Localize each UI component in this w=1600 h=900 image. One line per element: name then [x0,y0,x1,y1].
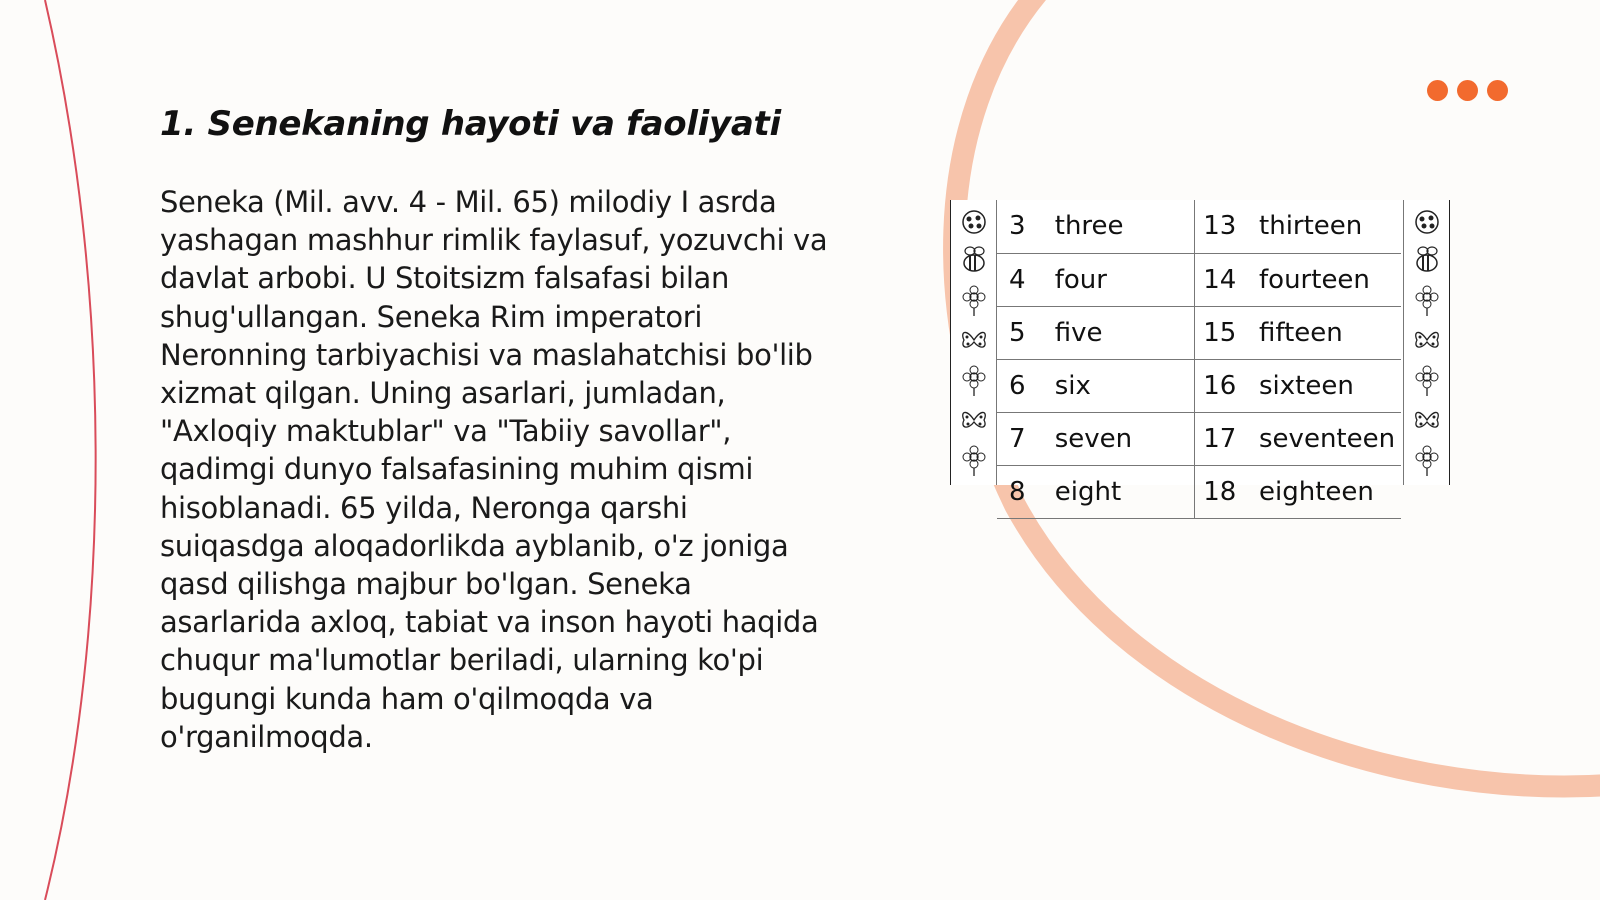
number-cell: 4 [997,253,1055,306]
dot-icon [1487,80,1508,101]
table-row [997,253,1401,306]
flower-icon [958,364,990,396]
butterfly-icon [958,324,990,356]
number-cell: 17 [1195,412,1259,465]
number-cell: 3 [997,200,1055,253]
table-row [997,359,1401,412]
number-cell: 6 [997,359,1055,412]
right-icon-strip [1403,200,1449,485]
numbers-table [997,200,1401,519]
word-cell: fourteen [1259,253,1401,306]
table-row [997,306,1401,359]
slide-title: 1. Senekaning hayoti va faoliyati [160,104,781,144]
number-cell: 18 [1195,465,1259,518]
word-cell: four [1055,253,1195,306]
number-cell: 8 [997,465,1055,518]
word-cell: eighteen [1259,465,1401,518]
word-cell: six [1055,359,1195,412]
word-cell: eight [1055,465,1195,518]
left-curve-line [45,0,96,900]
dot-icon [1457,80,1478,101]
flower-icon [958,444,990,476]
flower-icon [1411,284,1443,316]
flower-icon [1411,364,1443,396]
left-icon-strip [951,200,997,485]
butterfly-icon [958,404,990,436]
bee-icon [1411,244,1443,276]
menu-dots [1427,80,1508,101]
flower-icon [958,284,990,316]
table-row [997,465,1401,518]
word-cell: five [1055,306,1195,359]
number-cell: 5 [997,306,1055,359]
number-cell: 14 [1195,253,1259,306]
flower-icon [1411,444,1443,476]
butterfly-icon [1411,404,1443,436]
word-cell: fifteen [1259,306,1401,359]
word-cell: thirteen [1259,200,1401,253]
numbers-worksheet-image [950,200,1450,507]
ladybug-icon [958,204,990,236]
word-cell: seven [1055,412,1195,465]
word-cell: seventeen [1259,412,1401,465]
table-row [997,200,1401,253]
dot-icon [1427,80,1448,101]
number-cell: 7 [997,412,1055,465]
number-cell: 16 [1195,359,1259,412]
butterfly-icon [1411,324,1443,356]
slide-paragraph: Seneka (Mil. avv. 4 - Mil. 65) milodiy I asrda yashagan mashhur rimlik faylasuf, yozuvchi va davlat arbobi. U Stoitsizm falsafasi bilan shug'ullangan. Seneka Rim imperatori Neronning tarbiyachisi va maslahatchisi bo'lib xizmat qilgan. Uning asarlari, jumladan, "Axloqiy maktublar" va "Tabiiy savollar", qadimgi dunyo falsafasining muhim qismi hisoblanadi. 65 yilda, Neronga qarshi suiqasdga aloqadorlikda ayblanib, o'z joniga qasd qilishga majbur bo'lgan. Seneka asarlarida axloq, tabiat va inson hayoti haqida chuqur ma'lumotlar beriladi, ularning ko'pi bugungi kunda ham o'qilmoqda va o'rganilmoqda. [160,185,828,754]
word-cell: sixteen [1259,359,1401,412]
number-cell: 13 [1195,200,1259,253]
number-cell: 15 [1195,306,1259,359]
word-cell: three [1055,200,1195,253]
bee-icon [958,244,990,276]
ladybug-icon [1411,204,1443,236]
table-row [997,412,1401,465]
